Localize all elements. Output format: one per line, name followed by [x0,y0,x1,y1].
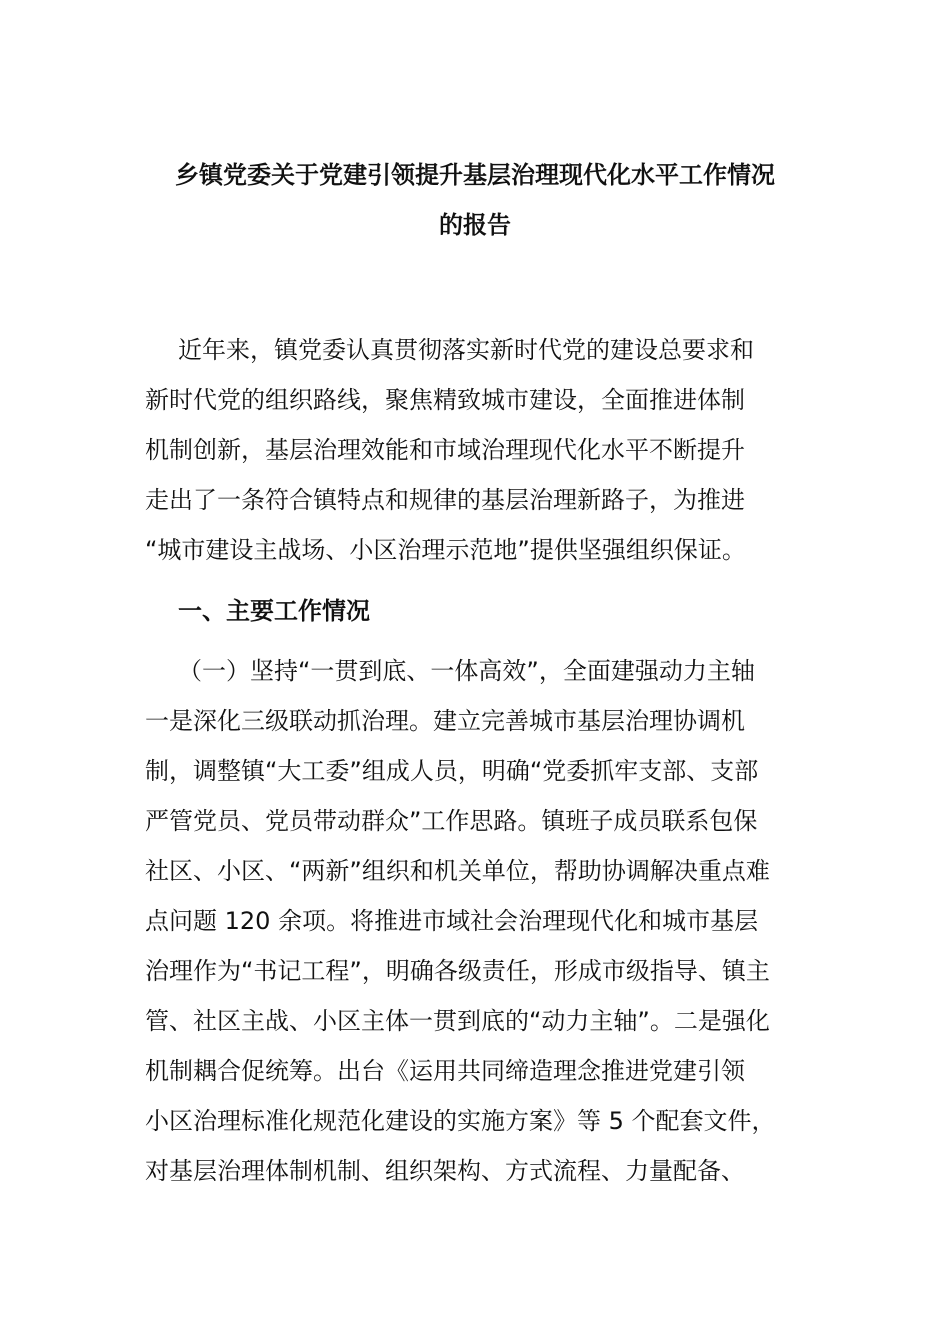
intro-paragraph-line: 走出了一条符合镇特点和规律的基层治理新路子，为推进 [145,486,745,514]
intro-paragraph-line: 机制创新，基层治理效能和市域治理现代化水平不断提升 [145,436,745,464]
section-heading: 一、主要工作情况 [178,597,370,625]
subsection-heading: （一）坚持“一贯到底、一体高效”，全面建强动力主轴 [178,657,755,685]
body-paragraph-line: 社区、小区、“两新”组织和机关单位，帮助协调解决重点难 [145,857,770,885]
body-paragraph-line: 机制耦合促统筹。出台《运用共同缔造理念推进党建引领 [145,1057,745,1085]
document-title-line-2: 的报告 [439,211,511,239]
body-paragraph-line: 对基层治理体制机制、组织架构、方式流程、力量配备、 [145,1157,745,1185]
intro-paragraph-line: 近年来，镇党委认真贯彻落实新时代党的建设总要求和 [178,336,754,364]
document-title-line-1: 乡镇党委关于党建引领提升基层治理现代化水平工作情况 [175,161,775,189]
intro-paragraph-line: “城市建设主战场、小区治理示范地”提供坚强组织保证。 [145,536,746,564]
body-paragraph-line: 严管党员、党员带动群众”工作思路。镇班子成员联系包保 [145,807,758,835]
body-paragraph-line: 治理作为“书记工程”，明确各级责任，形成市级指导、镇主 [145,957,770,985]
intro-paragraph-line: 新时代党的组织路线，聚焦精致城市建设，全面推进体制 [145,386,745,414]
body-paragraph-line: 管、社区主战、小区主体一贯到底的“动力主轴”。二是强化 [145,1007,770,1035]
body-paragraph-line: 小区治理标准化规范化建设的实施方案》等 5 个配套文件， [145,1107,776,1135]
body-paragraph-line: 一是深化三级联动抓治理。建立完善城市基层治理协调机 [145,707,745,735]
body-paragraph-line: 制，调整镇“大工委”组成人员，明确“党委抓牢支部、支部 [145,757,759,785]
body-paragraph-line: 点问题 120 余项。将推进市域社会治理现代化和城市基层 [145,907,759,935]
